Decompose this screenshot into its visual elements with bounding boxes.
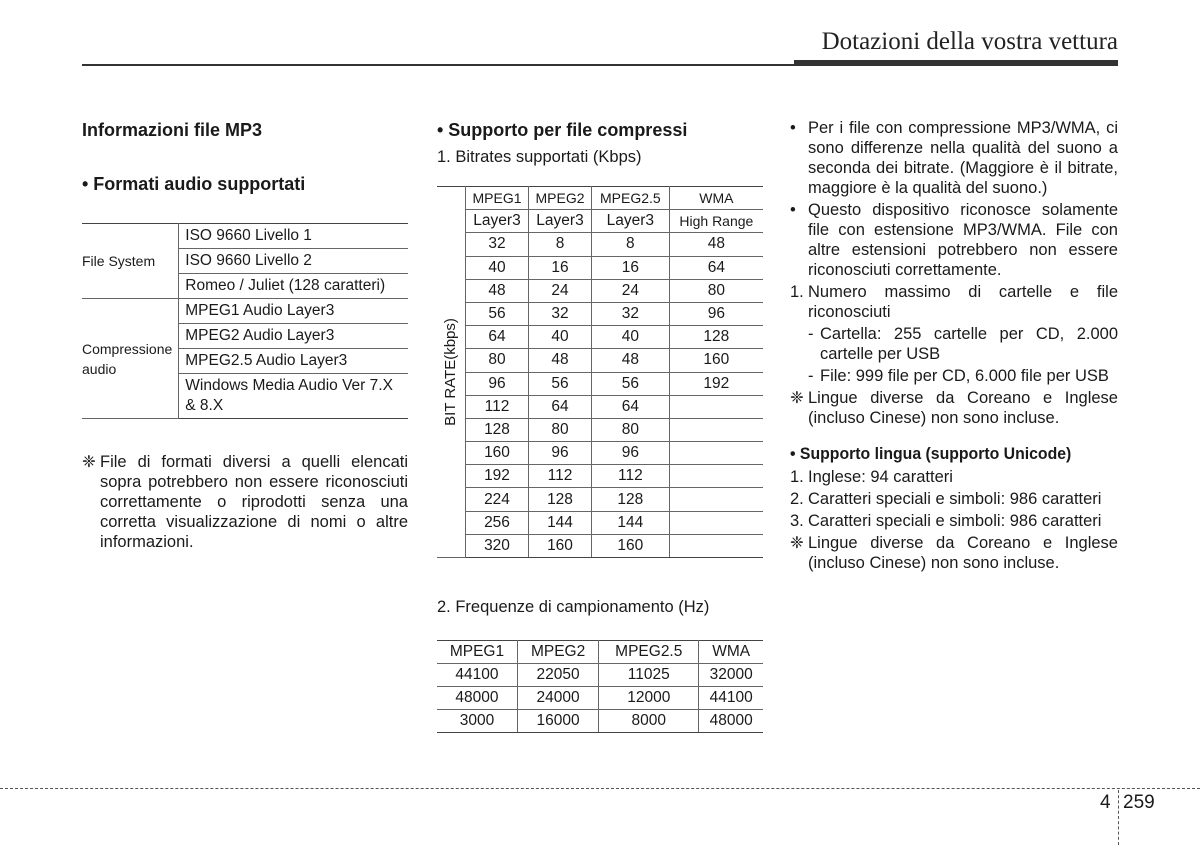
table-cell: MPEG2 Audio Layer3 [179, 324, 408, 349]
note-formats [82, 452, 408, 552]
bitrate-axis-cell [437, 187, 466, 558]
column-right [790, 118, 1118, 573]
table-cell: 24000 [517, 687, 598, 710]
footer-dashed-divider [1118, 790, 1119, 845]
note-text: Lingue diverse da Coreano e Inglese (incluso Cinese) non sono incluse. [808, 389, 1118, 427]
bullet-quality [790, 118, 1118, 198]
table-row [437, 641, 763, 664]
table-cell [669, 442, 763, 465]
table-cell: 56 [592, 372, 670, 395]
table-row [437, 210, 763, 233]
table-cell: 112 [466, 395, 529, 418]
table-cell: 24 [529, 279, 592, 302]
table-row [437, 372, 763, 395]
section-heading-mp3: Informazioni file MP3 [82, 120, 263, 140]
table-cell: 160 [592, 534, 670, 557]
note-marker: ❈ [790, 389, 804, 407]
table-cell: 128 [466, 418, 529, 441]
table-row [437, 302, 763, 325]
header-rule-thin [82, 64, 794, 66]
frequency-title: 2. Frequenze di campionamento (Hz) [437, 598, 710, 616]
table-cell: 64 [592, 395, 670, 418]
sub-item-text: Cartella: 255 cartelle per CD, 2.000 cartelle per USB [820, 325, 1118, 363]
number-marker: 1. [790, 468, 804, 486]
table-cell: 44100 [699, 687, 763, 710]
table-cell: 80 [669, 279, 763, 302]
numbered-special-chars-1 [790, 489, 1118, 509]
table-cell: 112 [592, 465, 670, 488]
table-cell: WMA [699, 641, 763, 664]
table-cell: 96 [592, 442, 670, 465]
table-cell: 224 [466, 488, 529, 511]
numbered-text: Inglese: 94 caratteri [808, 468, 953, 486]
table-row [437, 465, 763, 488]
table-cell: 16 [592, 256, 670, 279]
category-cell: Compressione audio [82, 299, 179, 419]
table-cell: ISO 9660 Livello 2 [179, 249, 408, 274]
table-cell [669, 465, 763, 488]
table-cell: Romeo / Juliet (128 caratteri) [179, 274, 408, 299]
table-cell: MPEG2.5 [599, 641, 699, 664]
table-row [437, 395, 763, 418]
page-number: 259 [1123, 792, 1155, 813]
table-cell [669, 488, 763, 511]
chapter-number: 4 [1100, 792, 1111, 813]
bullet-marker: • [790, 119, 796, 137]
table-cell: 80 [592, 418, 670, 441]
dash-marker: - [808, 325, 814, 343]
number-marker: 1. [790, 283, 804, 301]
table-cell: MPEG2.5 [592, 187, 670, 210]
table-cell: 160 [466, 442, 529, 465]
table-cell: 11025 [599, 664, 699, 687]
table-row [437, 511, 763, 534]
dash-marker: - [808, 367, 814, 385]
table-cell: 32 [466, 233, 529, 256]
bitrate-table [437, 186, 763, 558]
table-cell: 80 [529, 418, 592, 441]
table-cell: 320 [466, 534, 529, 557]
table-cell: 56 [466, 302, 529, 325]
table-cell: WMA [669, 187, 763, 210]
table-cell: MPEG1 [466, 187, 529, 210]
table-cell: Layer3 [592, 210, 670, 233]
table-cell: 40 [466, 256, 529, 279]
table-cell: 128 [592, 488, 670, 511]
subheading-audio-formats: • Formati audio supportati [82, 174, 306, 194]
category-cell: File System [82, 224, 179, 299]
table-cell: Layer3 [466, 210, 529, 233]
table-cell: 32 [529, 302, 592, 325]
table-cell: 96 [669, 302, 763, 325]
table-cell [669, 395, 763, 418]
bullet-text: Per i file con compressione MP3/WMA, ci sono differenze nella qualità del suono a seconda dei bitrate. (Maggiore è il bitrate, maggiore è la qualità del suono.) [808, 119, 1118, 197]
table-cell: 128 [669, 326, 763, 349]
table-cell: 48 [529, 349, 592, 372]
table-row [437, 710, 763, 733]
table-row [437, 534, 763, 557]
table-cell: 40 [529, 326, 592, 349]
table-cell: 160 [529, 534, 592, 557]
table-cell: 40 [592, 326, 670, 349]
table-cell: 80 [466, 349, 529, 372]
table-cell: 256 [466, 511, 529, 534]
table-cell: 64 [529, 395, 592, 418]
table-row [82, 224, 408, 249]
table-cell: 64 [669, 256, 763, 279]
table-cell: 192 [669, 372, 763, 395]
table-row [437, 256, 763, 279]
table-row [437, 326, 763, 349]
numbered-special-chars-2 [790, 511, 1118, 531]
table-cell [669, 534, 763, 557]
number-marker: 2. [790, 490, 804, 508]
number-marker: 3. [790, 512, 804, 530]
table-cell: Windows Media Audio Ver 7.X & 8.X [179, 374, 408, 419]
numbered-text: Caratteri speciali e simboli: 986 caratteri [808, 490, 1102, 508]
note-text: File di formati diversi a quelli elencati sopra potrebbero non essere riconosciuti correttamente o riprodotti senza una corretta visualizzazione di nomi o altre informazioni. [100, 453, 408, 551]
bullet-marker: • [790, 201, 796, 219]
table-cell: ISO 9660 Livello 1 [179, 224, 408, 249]
audio-format-table [82, 223, 408, 419]
table-cell: 48 [669, 233, 763, 256]
numbered-max-folders [790, 282, 1118, 322]
table-cell: 192 [466, 465, 529, 488]
header-rule-thick [794, 60, 1118, 66]
table-cell: 8 [529, 233, 592, 256]
numbered-english [790, 467, 1118, 487]
table-row [437, 279, 763, 302]
table-cell: 96 [466, 372, 529, 395]
table-cell: 64 [466, 326, 529, 349]
table-cell: 128 [529, 488, 592, 511]
note-marker: ❈ [790, 534, 804, 552]
table-cell: MPEG1 Audio Layer3 [179, 299, 408, 324]
table-cell: 144 [529, 511, 592, 534]
section-heading-compressed: • Supporto per file compressi [437, 120, 688, 140]
table-cell: 56 [529, 372, 592, 395]
table-row [437, 442, 763, 465]
table-cell: 8000 [599, 710, 699, 733]
sub-item-text: File: 999 file per CD, 6.000 file per USB [820, 367, 1109, 385]
table-cell: 160 [669, 349, 763, 372]
footer-dashed-rule [0, 788, 1200, 789]
table-cell: 16000 [517, 710, 598, 733]
table-cell: 24 [592, 279, 670, 302]
table-cell: 44100 [437, 664, 517, 687]
table-cell: 48000 [437, 687, 517, 710]
table-row [437, 488, 763, 511]
note-marker: ❈ [82, 453, 96, 471]
table-row [437, 233, 763, 256]
table-cell: 16 [529, 256, 592, 279]
numbered-text: Caratteri speciali e simboli: 986 caratteri [808, 512, 1102, 530]
table-cell: 144 [592, 511, 670, 534]
table-row [437, 664, 763, 687]
note-text: Lingue diverse da Coreano e Inglese (incluso Cinese) non sono incluse. [808, 534, 1118, 572]
table-cell: MPEG1 [437, 641, 517, 664]
table-row [437, 418, 763, 441]
bullet-text: Questo dispositivo riconosce solamente file con estensione MP3/WMA. File con altre estensioni potrebbero non essere riconosciuti correttamente. [808, 201, 1118, 279]
table-row [437, 187, 763, 210]
table-row [437, 687, 763, 710]
note-languages-2 [790, 533, 1118, 573]
page-header-title: Dotazioni della vostra vettura [821, 28, 1118, 55]
table-cell [669, 418, 763, 441]
bitrate-title: 1. Bitrates supportati (Kbps) [437, 148, 642, 166]
note-languages [790, 388, 1118, 428]
table-cell: Layer3 [529, 210, 592, 233]
table-cell: MPEG2 [517, 641, 598, 664]
table-row [437, 349, 763, 372]
bitrate-axis-label: BIT RATE(kbps) [442, 318, 459, 426]
table-cell: 112 [529, 465, 592, 488]
table-cell: 3000 [437, 710, 517, 733]
frequency-table [437, 640, 763, 733]
table-cell: 22050 [517, 664, 598, 687]
table-cell: 48 [592, 349, 670, 372]
subheading-language-support: • Supporto lingua (supporto Unicode) [790, 444, 1072, 463]
bullet-extensions [790, 200, 1118, 280]
sub-item-folders [790, 324, 1118, 364]
table-cell: MPEG2 [529, 187, 592, 210]
table-cell: 48000 [699, 710, 763, 733]
table-cell: 32000 [699, 664, 763, 687]
table-cell: High Range [669, 210, 763, 233]
table-cell [669, 511, 763, 534]
sub-item-files [790, 366, 1118, 386]
table-row [82, 299, 408, 324]
numbered-text: Numero massimo di cartelle e file riconosciuti [808, 283, 1118, 321]
table-cell: 32 [592, 302, 670, 325]
table-cell: 12000 [599, 687, 699, 710]
table-cell: MPEG2.5 Audio Layer3 [179, 349, 408, 374]
table-cell: 8 [592, 233, 670, 256]
table-cell: 48 [466, 279, 529, 302]
table-cell: 96 [529, 442, 592, 465]
